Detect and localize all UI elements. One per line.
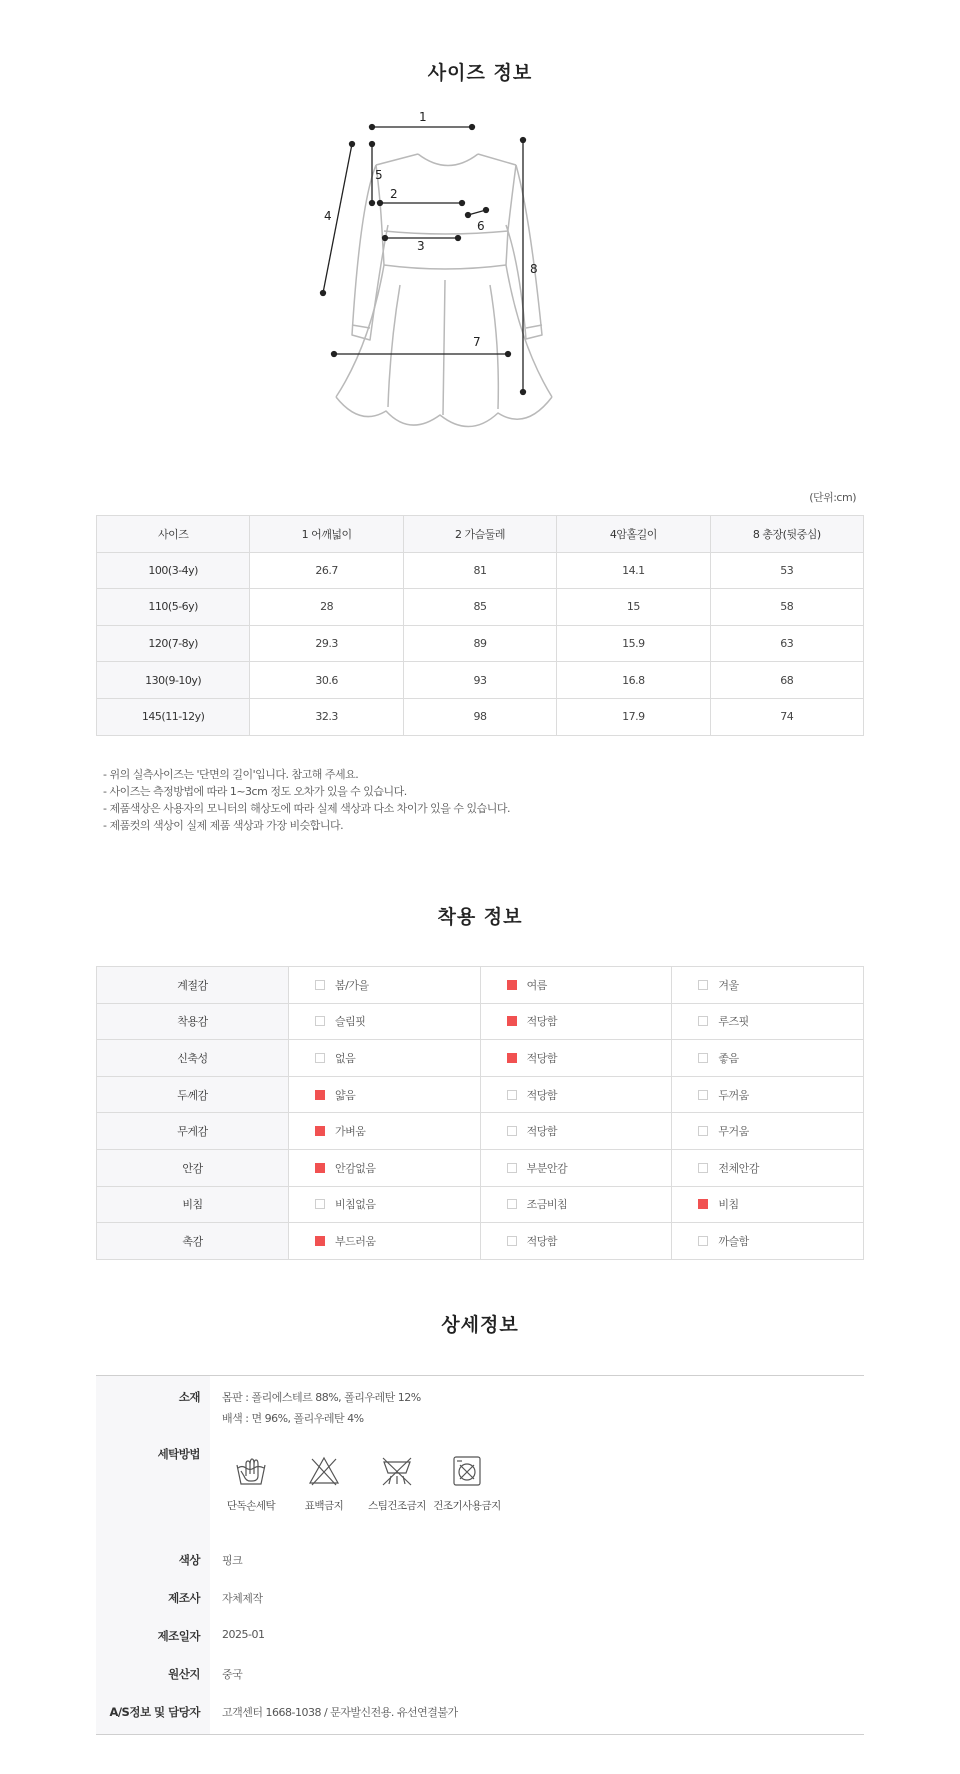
dress-measurement-diagram bbox=[324, 110, 630, 455]
wear-option bbox=[672, 1160, 863, 1176]
no-bleach-icon bbox=[307, 1454, 341, 1488]
checked-box-icon bbox=[507, 1016, 517, 1026]
wear-option bbox=[672, 977, 863, 993]
wear-option-label: 적당함 bbox=[526, 1088, 558, 1102]
table-cell: 68 bbox=[710, 662, 863, 699]
wear-row-label: 비침 bbox=[97, 1186, 289, 1223]
table-cell: 32.3 bbox=[250, 698, 403, 735]
wear-option-cell bbox=[289, 1186, 481, 1223]
dress-outline-illustration bbox=[324, 110, 630, 455]
diagram-label-3: 3 bbox=[417, 239, 425, 253]
size-name-cell: 100(3-4y) bbox=[97, 552, 250, 589]
wear-option-cell bbox=[289, 1003, 481, 1040]
table-row bbox=[97, 552, 864, 589]
diagram-label-4: 4 bbox=[324, 209, 332, 223]
wear-option-label: 전체안감 bbox=[718, 1161, 759, 1175]
wear-option bbox=[481, 1160, 672, 1176]
unchecked-box-icon bbox=[507, 1236, 517, 1246]
wear-option-cell bbox=[289, 1076, 481, 1113]
unchecked-box-icon bbox=[315, 1016, 325, 1026]
wear-option-cell bbox=[480, 1149, 672, 1186]
wear-option bbox=[289, 1160, 480, 1176]
unchecked-box-icon bbox=[698, 980, 708, 990]
unchecked-box-icon bbox=[698, 1163, 708, 1173]
wear-option-label: 적당함 bbox=[526, 1051, 558, 1065]
size-table-header: 사이즈 bbox=[97, 516, 250, 553]
wear-option bbox=[481, 1050, 672, 1066]
table-cell: 14.1 bbox=[557, 552, 710, 589]
wear-option-label: 조금비침 bbox=[526, 1198, 568, 1212]
size-table-header-row bbox=[97, 516, 864, 553]
wear-option-label: 비침없음 bbox=[335, 1198, 376, 1212]
wear-option bbox=[289, 1123, 480, 1139]
table-cell: 28 bbox=[250, 589, 403, 626]
size-name-cell: 120(7-8y) bbox=[97, 625, 250, 662]
size-name-cell: 130(9-10y) bbox=[97, 662, 250, 699]
wear-option-cell bbox=[672, 1040, 864, 1077]
wear-option-cell bbox=[480, 1186, 672, 1223]
wear-option-label: 적당함 bbox=[526, 1015, 558, 1029]
wear-option bbox=[481, 1123, 672, 1139]
diagram-label-7: 7 bbox=[473, 335, 481, 349]
table-cell: 85 bbox=[403, 589, 556, 626]
wear-option bbox=[289, 1013, 480, 1029]
wash-item-label: 단독손세탁 bbox=[226, 1500, 276, 1512]
wear-option-label: 여름 bbox=[526, 978, 547, 992]
hand-wash-icon bbox=[234, 1454, 268, 1488]
table-cell: 63 bbox=[710, 625, 863, 662]
table-cell: 58 bbox=[710, 589, 863, 626]
wear-option-cell bbox=[672, 1003, 864, 1040]
wear-option-cell bbox=[289, 1223, 481, 1260]
table-row bbox=[97, 1040, 864, 1077]
unchecked-box-icon bbox=[507, 1126, 517, 1136]
wear-option-label: 루즈핏 bbox=[718, 1015, 749, 1029]
size-table-header: 8 총장(뒷중심) bbox=[710, 516, 863, 553]
wear-option-cell bbox=[480, 1003, 672, 1040]
wash-label: 세탁방법 bbox=[157, 1447, 200, 1461]
wear-row-label: 착용감 bbox=[97, 1003, 289, 1040]
table-cell: 53 bbox=[710, 552, 863, 589]
unchecked-box-icon bbox=[507, 1090, 517, 1100]
size-name-cell: 145(11-12y) bbox=[97, 698, 250, 735]
material-label: 소재 bbox=[178, 1390, 200, 1404]
wear-option bbox=[672, 1196, 863, 1212]
table-cell: 17.9 bbox=[557, 698, 710, 735]
wear-option-cell bbox=[289, 1149, 481, 1186]
wear-option bbox=[481, 1087, 672, 1103]
unchecked-box-icon bbox=[698, 1126, 708, 1136]
wear-row-label: 신축성 bbox=[97, 1040, 289, 1077]
wear-option-cell bbox=[672, 1223, 864, 1260]
checked-box-icon bbox=[315, 1126, 325, 1136]
wear-option-label: 까슬함 bbox=[718, 1234, 749, 1248]
wear-option-cell bbox=[480, 967, 672, 1004]
wash-item bbox=[289, 1454, 359, 1513]
wear-option-label: 부분안감 bbox=[526, 1161, 568, 1175]
table-cell: 15.9 bbox=[557, 625, 710, 662]
table-row bbox=[97, 1223, 864, 1260]
table-cell: 89 bbox=[403, 625, 556, 662]
detail-section-title: 상세정보 bbox=[441, 1314, 519, 1336]
wear-option-cell bbox=[672, 967, 864, 1004]
wear-option bbox=[481, 1196, 672, 1212]
table-cell: 74 bbox=[710, 698, 863, 735]
unit-label: (단위:cm) bbox=[809, 491, 856, 504]
checked-box-icon bbox=[507, 1053, 517, 1063]
color-label: 색상 bbox=[178, 1553, 200, 1567]
checked-box-icon bbox=[315, 1236, 325, 1246]
size-note: - 제품컷의 색상이 실제 제품 색상과 가장 비슷합니다. bbox=[103, 819, 344, 832]
wear-row-label: 계절감 bbox=[97, 967, 289, 1004]
wash-item-label: 표백금지 bbox=[304, 1500, 344, 1512]
table-row bbox=[97, 1113, 864, 1150]
wear-option bbox=[481, 1233, 672, 1249]
wear-section-title: 착용 정보 bbox=[437, 906, 523, 928]
wear-option bbox=[289, 1050, 480, 1066]
table-cell: 29.3 bbox=[250, 625, 403, 662]
unchecked-box-icon bbox=[315, 980, 325, 990]
wear-row-label: 두께감 bbox=[97, 1076, 289, 1113]
table-row bbox=[97, 698, 864, 735]
wear-option-cell bbox=[480, 1076, 672, 1113]
checked-box-icon bbox=[315, 1163, 325, 1173]
unchecked-box-icon bbox=[507, 1199, 517, 1209]
size-note: - 위의 실측사이즈는 '단면의 길이'입니다. 참고해 주세요. bbox=[103, 768, 359, 781]
size-section-title: 사이즈 정보 bbox=[427, 62, 533, 84]
table-row bbox=[97, 625, 864, 662]
table-row bbox=[97, 589, 864, 626]
origin-value: 중국 bbox=[222, 1668, 243, 1681]
table-cell: 15 bbox=[557, 589, 710, 626]
unchecked-box-icon bbox=[315, 1199, 325, 1209]
table-row bbox=[97, 1149, 864, 1186]
table-cell: 16.8 bbox=[557, 662, 710, 699]
wear-option-cell bbox=[289, 967, 481, 1004]
table-cell: 30.6 bbox=[250, 662, 403, 699]
wear-option-label: 적당함 bbox=[526, 1234, 558, 1248]
wear-option bbox=[481, 977, 672, 993]
unchecked-box-icon bbox=[698, 1016, 708, 1026]
wear-option bbox=[672, 1087, 863, 1103]
table-cell: 93 bbox=[403, 662, 556, 699]
table-cell: 98 bbox=[403, 698, 556, 735]
origin-label: 원산지 bbox=[168, 1667, 200, 1681]
wear-option-label: 부드러움 bbox=[335, 1234, 376, 1248]
no-steam-dry-icon bbox=[380, 1454, 414, 1488]
wear-option bbox=[672, 1233, 863, 1249]
wear-option-label: 겨울 bbox=[718, 978, 739, 992]
diagram-label-5: 5 bbox=[375, 168, 383, 182]
unchecked-box-icon bbox=[698, 1236, 708, 1246]
wear-option bbox=[672, 1123, 863, 1139]
unchecked-box-icon bbox=[698, 1053, 708, 1063]
diagram-label-8: 8 bbox=[530, 262, 538, 276]
table-row bbox=[97, 662, 864, 699]
date-value: 2025-01 bbox=[222, 1628, 265, 1641]
table-row bbox=[97, 1003, 864, 1040]
unchecked-box-icon bbox=[507, 1163, 517, 1173]
wear-option-cell bbox=[289, 1113, 481, 1150]
wash-item bbox=[216, 1454, 286, 1513]
wear-row-label: 안감 bbox=[97, 1149, 289, 1186]
wear-option-label: 비침 bbox=[718, 1198, 739, 1212]
color-value: 핑크 bbox=[222, 1554, 243, 1567]
unchecked-box-icon bbox=[698, 1090, 708, 1100]
wear-option-label: 두꺼움 bbox=[718, 1088, 749, 1102]
maker-value: 자체제작 bbox=[222, 1592, 263, 1605]
size-note: - 제품색상은 사용자의 모니터의 해상도에 따라 실제 색상과 다소 차이가 있을 수 있습니다. bbox=[103, 802, 510, 815]
as-label: A/S정보 및 담당자 bbox=[109, 1705, 200, 1719]
wear-option-cell bbox=[672, 1149, 864, 1186]
wear-option bbox=[289, 977, 480, 993]
material-line: 몸판 : 폴리에스테르 88%, 폴리우레탄 12% bbox=[222, 1391, 421, 1404]
table-row bbox=[97, 1186, 864, 1223]
wear-option-label: 적당함 bbox=[526, 1125, 558, 1139]
wear-option-cell bbox=[672, 1076, 864, 1113]
diagram-label-2: 2 bbox=[390, 187, 398, 201]
date-label: 제조일자 bbox=[157, 1629, 200, 1643]
detail-info-table bbox=[96, 1375, 864, 1735]
material-line: 배색 : 면 96%, 폴리우레탄 4% bbox=[222, 1412, 364, 1425]
wear-option-cell bbox=[480, 1040, 672, 1077]
table-cell: 81 bbox=[403, 552, 556, 589]
wash-item bbox=[362, 1454, 432, 1513]
size-table-header: 4암홀길이 bbox=[557, 516, 710, 553]
checked-box-icon bbox=[507, 980, 517, 990]
wash-item bbox=[432, 1454, 502, 1513]
wear-row-label: 무게감 bbox=[97, 1113, 289, 1150]
wear-option-label: 얇음 bbox=[335, 1088, 356, 1102]
wear-row-label: 촉감 bbox=[97, 1223, 289, 1260]
wash-item-label: 건조기사용금지 bbox=[433, 1500, 501, 1512]
wear-option-label: 좋음 bbox=[718, 1051, 739, 1065]
wash-item-label: 스팀건조금지 bbox=[368, 1500, 426, 1512]
size-notes bbox=[103, 766, 510, 834]
wear-option bbox=[289, 1087, 480, 1103]
wear-option-cell bbox=[480, 1113, 672, 1150]
size-table-header: 2 가슴둘레 bbox=[403, 516, 556, 553]
wear-option bbox=[289, 1233, 480, 1249]
wear-option-label: 없음 bbox=[335, 1051, 356, 1065]
wear-option-label: 슬림핏 bbox=[335, 1015, 366, 1029]
as-value: 고객센터 1668-1038 / 문자발신전용. 유선연결불가 bbox=[222, 1706, 458, 1719]
wear-option-label: 무거움 bbox=[718, 1125, 749, 1139]
checked-box-icon bbox=[698, 1199, 708, 1209]
maker-label: 제조사 bbox=[168, 1591, 200, 1605]
no-tumble-dry-icon bbox=[450, 1454, 484, 1488]
wear-option-label: 가벼움 bbox=[335, 1125, 366, 1139]
size-table bbox=[96, 515, 864, 736]
wear-info-table bbox=[96, 966, 864, 1260]
checked-box-icon bbox=[315, 1090, 325, 1100]
unchecked-box-icon bbox=[315, 1053, 325, 1063]
wear-option-cell bbox=[672, 1186, 864, 1223]
wear-option bbox=[672, 1013, 863, 1029]
wear-option bbox=[289, 1196, 480, 1212]
size-note: - 사이즈는 측정방법에 따라 1~3cm 정도 오차가 있을 수 있습니다. bbox=[103, 785, 407, 798]
wear-option bbox=[481, 1013, 672, 1029]
table-cell: 26.7 bbox=[250, 552, 403, 589]
wear-option-cell bbox=[289, 1040, 481, 1077]
wear-option-cell bbox=[672, 1113, 864, 1150]
wear-option-label: 봄/가을 bbox=[335, 978, 369, 992]
diagram-label-1: 1 bbox=[419, 110, 427, 124]
diagram-label-6: 6 bbox=[477, 219, 485, 233]
wear-option-label: 안감없음 bbox=[335, 1161, 376, 1175]
size-name-cell: 110(5-6y) bbox=[97, 589, 250, 626]
wear-option bbox=[672, 1050, 863, 1066]
wear-option-cell bbox=[480, 1223, 672, 1260]
table-row bbox=[97, 1076, 864, 1113]
table-row bbox=[97, 967, 864, 1004]
size-table-header: 1 어깨넓이 bbox=[250, 516, 403, 553]
